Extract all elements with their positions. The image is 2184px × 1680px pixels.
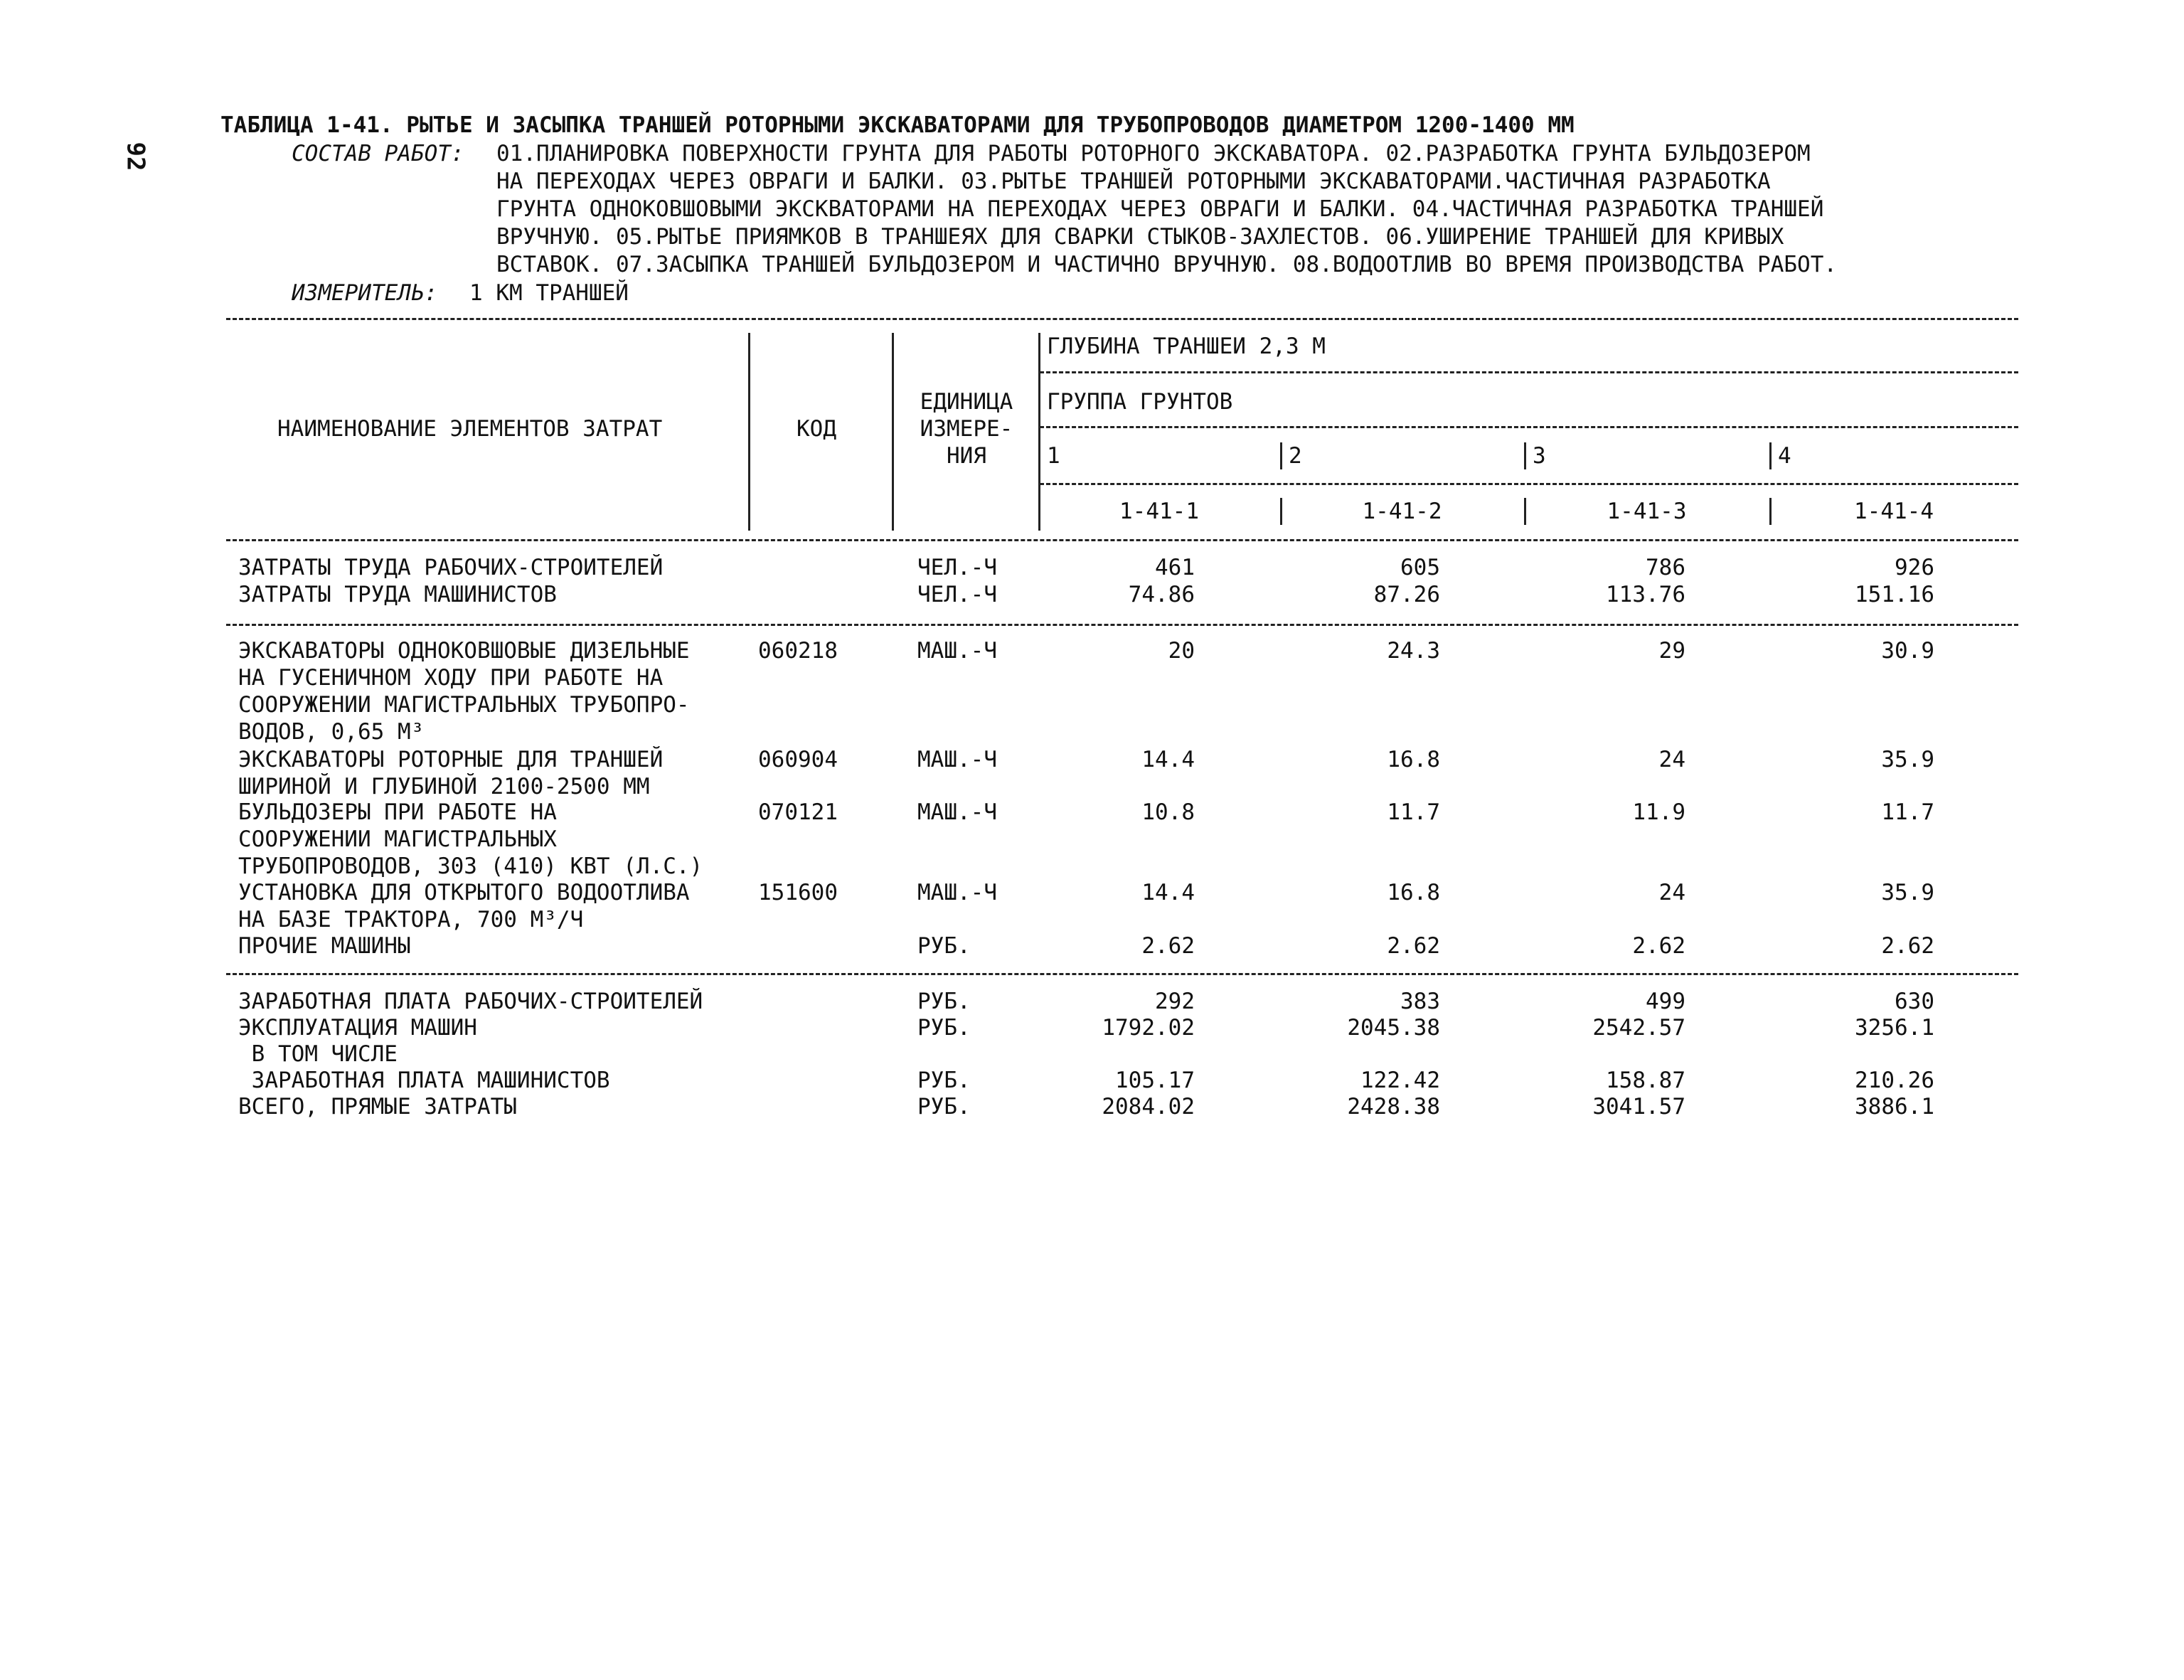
row-unit: ЧЕЛ.-Ч [917,555,997,580]
row-name: ЗАРАБОТНАЯ ПЛАТА МАШИНИСТОВ [238,1068,610,1093]
header-separator-name [748,333,750,531]
value-cell: 630 [1895,989,1934,1014]
value-cell: 74.86 [1128,582,1195,607]
header-name: НАИМЕНОВАНИЕ ЭЛЕМЕНТОВ ЗАТРАТ [277,416,663,442]
value-cell: 122.42 [1360,1068,1440,1093]
header-rule-1 [1040,371,2018,373]
value-cell: 30.9 [1881,638,1934,664]
row-name-line: ШИРИНОЙ И ГЛУБИНОЙ 2100-2500 ММ [238,774,650,799]
header-depth: ГЛУБИНА ТРАНШЕИ 2,3 М [1047,334,1326,359]
row-unit: МАШ.-Ч [917,638,997,664]
value-cell: 3256.1 [1855,1015,1934,1041]
value-cell: 926 [1895,555,1934,580]
row-name-line: ТРУБОПРОВОДОВ, 303 (410) КВТ (Л.С.) [238,854,703,879]
table-top-rule [226,318,2018,320]
value-cell: 35.9 [1881,747,1934,772]
value-cell: 3886.1 [1855,1094,1934,1120]
norm-code: 1-41-3 [1607,499,1687,524]
value-cell: 24 [1658,747,1685,772]
composition-line: НА ПЕРЕХОДАХ ЧЕРЕЗ ОВРАГИ И БАЛКИ. 03.РЫТЬЕ ТРАНШЕЙ РОТОРНЫМИ ЭКСКАВАТОРАМИ.ЧАСТИЧНАЯ РАЗРАБОТКА [496,169,1771,194]
measure-label: ИЗМЕРИТЕЛЬ: [292,280,438,306]
row-unit: РУБ. [917,1094,971,1120]
row-unit: РУБ. [917,1015,971,1041]
value-cell: 2.62 [1632,933,1685,959]
value-cell: 29 [1658,638,1685,664]
composition-line: ВРУЧНУЮ. 05.РЫТЬЕ ПРИЯМКОВ В ТРАНШЕЯХ ДЛЯ СВАРКИ СТЫКОВ-ЗАХЛЕСТОВ. 06.УШИРЕНИЕ ТРАНШЕЙ ДЛЯ КРИВЫХ [496,224,1784,250]
value-cell: 2542.57 [1592,1015,1685,1041]
header-code: КОД [797,416,836,442]
value-cell: 10.8 [1141,799,1195,825]
row-name: ВСЕГО, ПРЯМЫЕ ЗАТРАТЫ [238,1094,517,1120]
labor-bottom-rule [226,624,2018,626]
row-unit: РУБ. [917,933,971,959]
soil-group-2: 2 [1289,443,1302,469]
value-cell: 16.8 [1387,747,1440,772]
soil-group-1: 1 [1047,443,1060,469]
header-unit-line-2: ИЗМЕРЕ- [920,416,1013,442]
value-cell: 210.26 [1855,1068,1934,1093]
value-cell: 461 [1155,555,1195,580]
row-name-line: БУЛЬДОЗЕРЫ ПРИ РАБОТЕ НА [238,799,557,825]
soil-group-3: 3 [1533,443,1546,469]
header-unit-line-1: ЕДИНИЦА [920,389,1013,415]
row-name: ЭКСПЛУАТАЦИЯ МАШИН [238,1015,477,1041]
row-name-line: НА ГУСЕНИЧНОМ ХОДУ ПРИ РАБОТЕ НА [238,665,664,691]
row-unit: МАШ.-Ч [917,880,997,905]
norm-code: 1-41-1 [1119,499,1199,524]
value-cell: 786 [1646,555,1685,580]
value-cell: 1792.02 [1102,1015,1195,1041]
row-name-line: ПРОЧИЕ МАШИНЫ [238,933,411,959]
value-cell: 2.62 [1387,933,1440,959]
row-unit: ЧЕЛ.-Ч [917,582,997,607]
value-cell: 35.9 [1881,880,1934,905]
composition-line: 01.ПЛАНИРОВКА ПОВЕРХНОСТИ ГРУНТА ДЛЯ РАБОТЫ РОТОРНОГО ЭКСКАВАТОРА. 02.РАЗРАБОТКА ГРУНТА БУЛЬДОЗЕРОМ [496,141,1811,166]
composition-line: ГРУНТА ОДНОКОВШОВЫМИ ЭКСКВАТОРАМИ НА ПЕРЕХОДАХ ЧЕРЕЗ ОВРАГИ И БАЛКИ. 04.ЧАСТИЧНАЯ РАЗРАБОТКА ТРАНШЕЙ [496,196,1824,222]
row-code: 060218 [758,638,838,664]
value-cell: 105.17 [1115,1068,1195,1093]
value-cell: 11.7 [1387,799,1440,825]
row-name-line: ВОДОВ, 0,65 М³ [238,719,425,745]
value-cell: 2045.38 [1347,1015,1440,1041]
value-cell: 2084.02 [1102,1094,1195,1120]
value-cell: 2.62 [1141,933,1195,959]
value-cell: 499 [1646,989,1685,1014]
row-name-line: ЭКСКАВАТОРЫ ОДНОКОВШОВЫЕ ДИЗЕЛЬНЫЕ [238,638,690,664]
header-soil-group: ГРУППА ГРУНТОВ [1047,389,1233,415]
value-cell: 383 [1400,989,1440,1014]
group-separator-4 [1769,442,1772,469]
header-bottom-rule [226,539,2018,541]
header-unit-line-3: НИЯ [947,443,986,469]
header-separator-code [892,333,894,531]
value-cell: 2428.38 [1347,1094,1440,1120]
norm-code: 1-41-4 [1854,499,1934,524]
row-unit: МАШ.-Ч [917,747,997,772]
value-cell: 11.9 [1632,799,1685,825]
machines-bottom-rule [226,973,2018,975]
value-cell: 14.4 [1141,880,1195,905]
row-name: ЗАРАБОТНАЯ ПЛАТА РАБОЧИХ-СТРОИТЕЛЕЙ [238,989,703,1014]
row-code: 060904 [758,747,838,772]
value-cell: 24 [1658,880,1685,905]
value-cell: 113.76 [1606,582,1685,607]
composition-label: СОСТАВ РАБОТ: [292,141,464,166]
value-cell: 11.7 [1881,799,1934,825]
row-name: ЗАТРАТЫ ТРУДА РАБОЧИХ-СТРОИТЕЛЕЙ [238,555,664,580]
value-cell: 605 [1400,555,1440,580]
row-unit: РУБ. [917,989,971,1014]
value-cell: 3041.57 [1592,1094,1685,1120]
group-separator-3 [1524,442,1526,469]
value-cell: 158.87 [1606,1068,1685,1093]
row-name-line: СООРУЖЕНИИ МАГИСТРАЛЬНЫХ [238,826,557,852]
row-unit: РУБ. [917,1068,971,1093]
row-name-line: НА БАЗЕ ТРАКТОРА, 700 М³/Ч [238,907,584,932]
group-separator-2 [1280,442,1282,469]
value-cell: 20 [1168,638,1195,664]
row-name: ЗАТРАТЫ ТРУДА МАШИНИСТОВ [238,582,557,607]
value-cell: 16.8 [1387,880,1440,905]
measure-value: 1 КМ ТРАНШЕЙ [469,280,629,306]
value-cell: 151.16 [1855,582,1934,607]
value-cell: 2.62 [1881,933,1934,959]
row-name-line: ЭКСКАВАТОРЫ РОТОРНЫЕ ДЛЯ ТРАНШЕЙ [238,747,664,772]
value-cell: 14.4 [1141,747,1195,772]
row-name-line: УСТАНОВКА ДЛЯ ОТКРЫТОГО ВОДООТЛИВА [238,880,690,905]
norm-code: 1-41-2 [1362,499,1442,524]
row-name-line: СООРУЖЕНИИ МАГИСТРАЛЬНЫХ ТРУБОПРО- [238,692,690,718]
row-name: В ТОМ ЧИСЛЕ [238,1041,398,1067]
soil-group-4: 4 [1778,443,1791,469]
value-cell: 292 [1155,989,1195,1014]
row-code: 151600 [758,880,838,905]
row-unit: МАШ.-Ч [917,799,997,825]
page-number: 92 [121,142,150,171]
table-title: ТАБЛИЦА 1-41. РЫТЬЕ И ЗАСЫПКА ТРАНШЕЙ РОТОРНЫМИ ЭКСКАВАТОРАМИ ДЛЯ ТРУБОПРОВОДОВ ДИАМЕТРОМ 1200-1400 ММ [220,112,1575,138]
header-rule-3 [1040,483,2018,485]
value-cell: 24.3 [1387,638,1440,664]
row-code: 070121 [758,799,838,825]
composition-line: ВСТАВОК. 07.ЗАСЫПКА ТРАНШЕЙ БУЛЬДОЗЕРОМ И ЧАСТИЧНО ВРУЧНУЮ. 08.ВОДООТЛИВ ВО ВРЕМЯ ПРОИЗВОДСТВА РАБОТ. [496,252,1838,277]
value-cell: 87.26 [1373,582,1440,607]
header-rule-2 [1040,426,2018,428]
